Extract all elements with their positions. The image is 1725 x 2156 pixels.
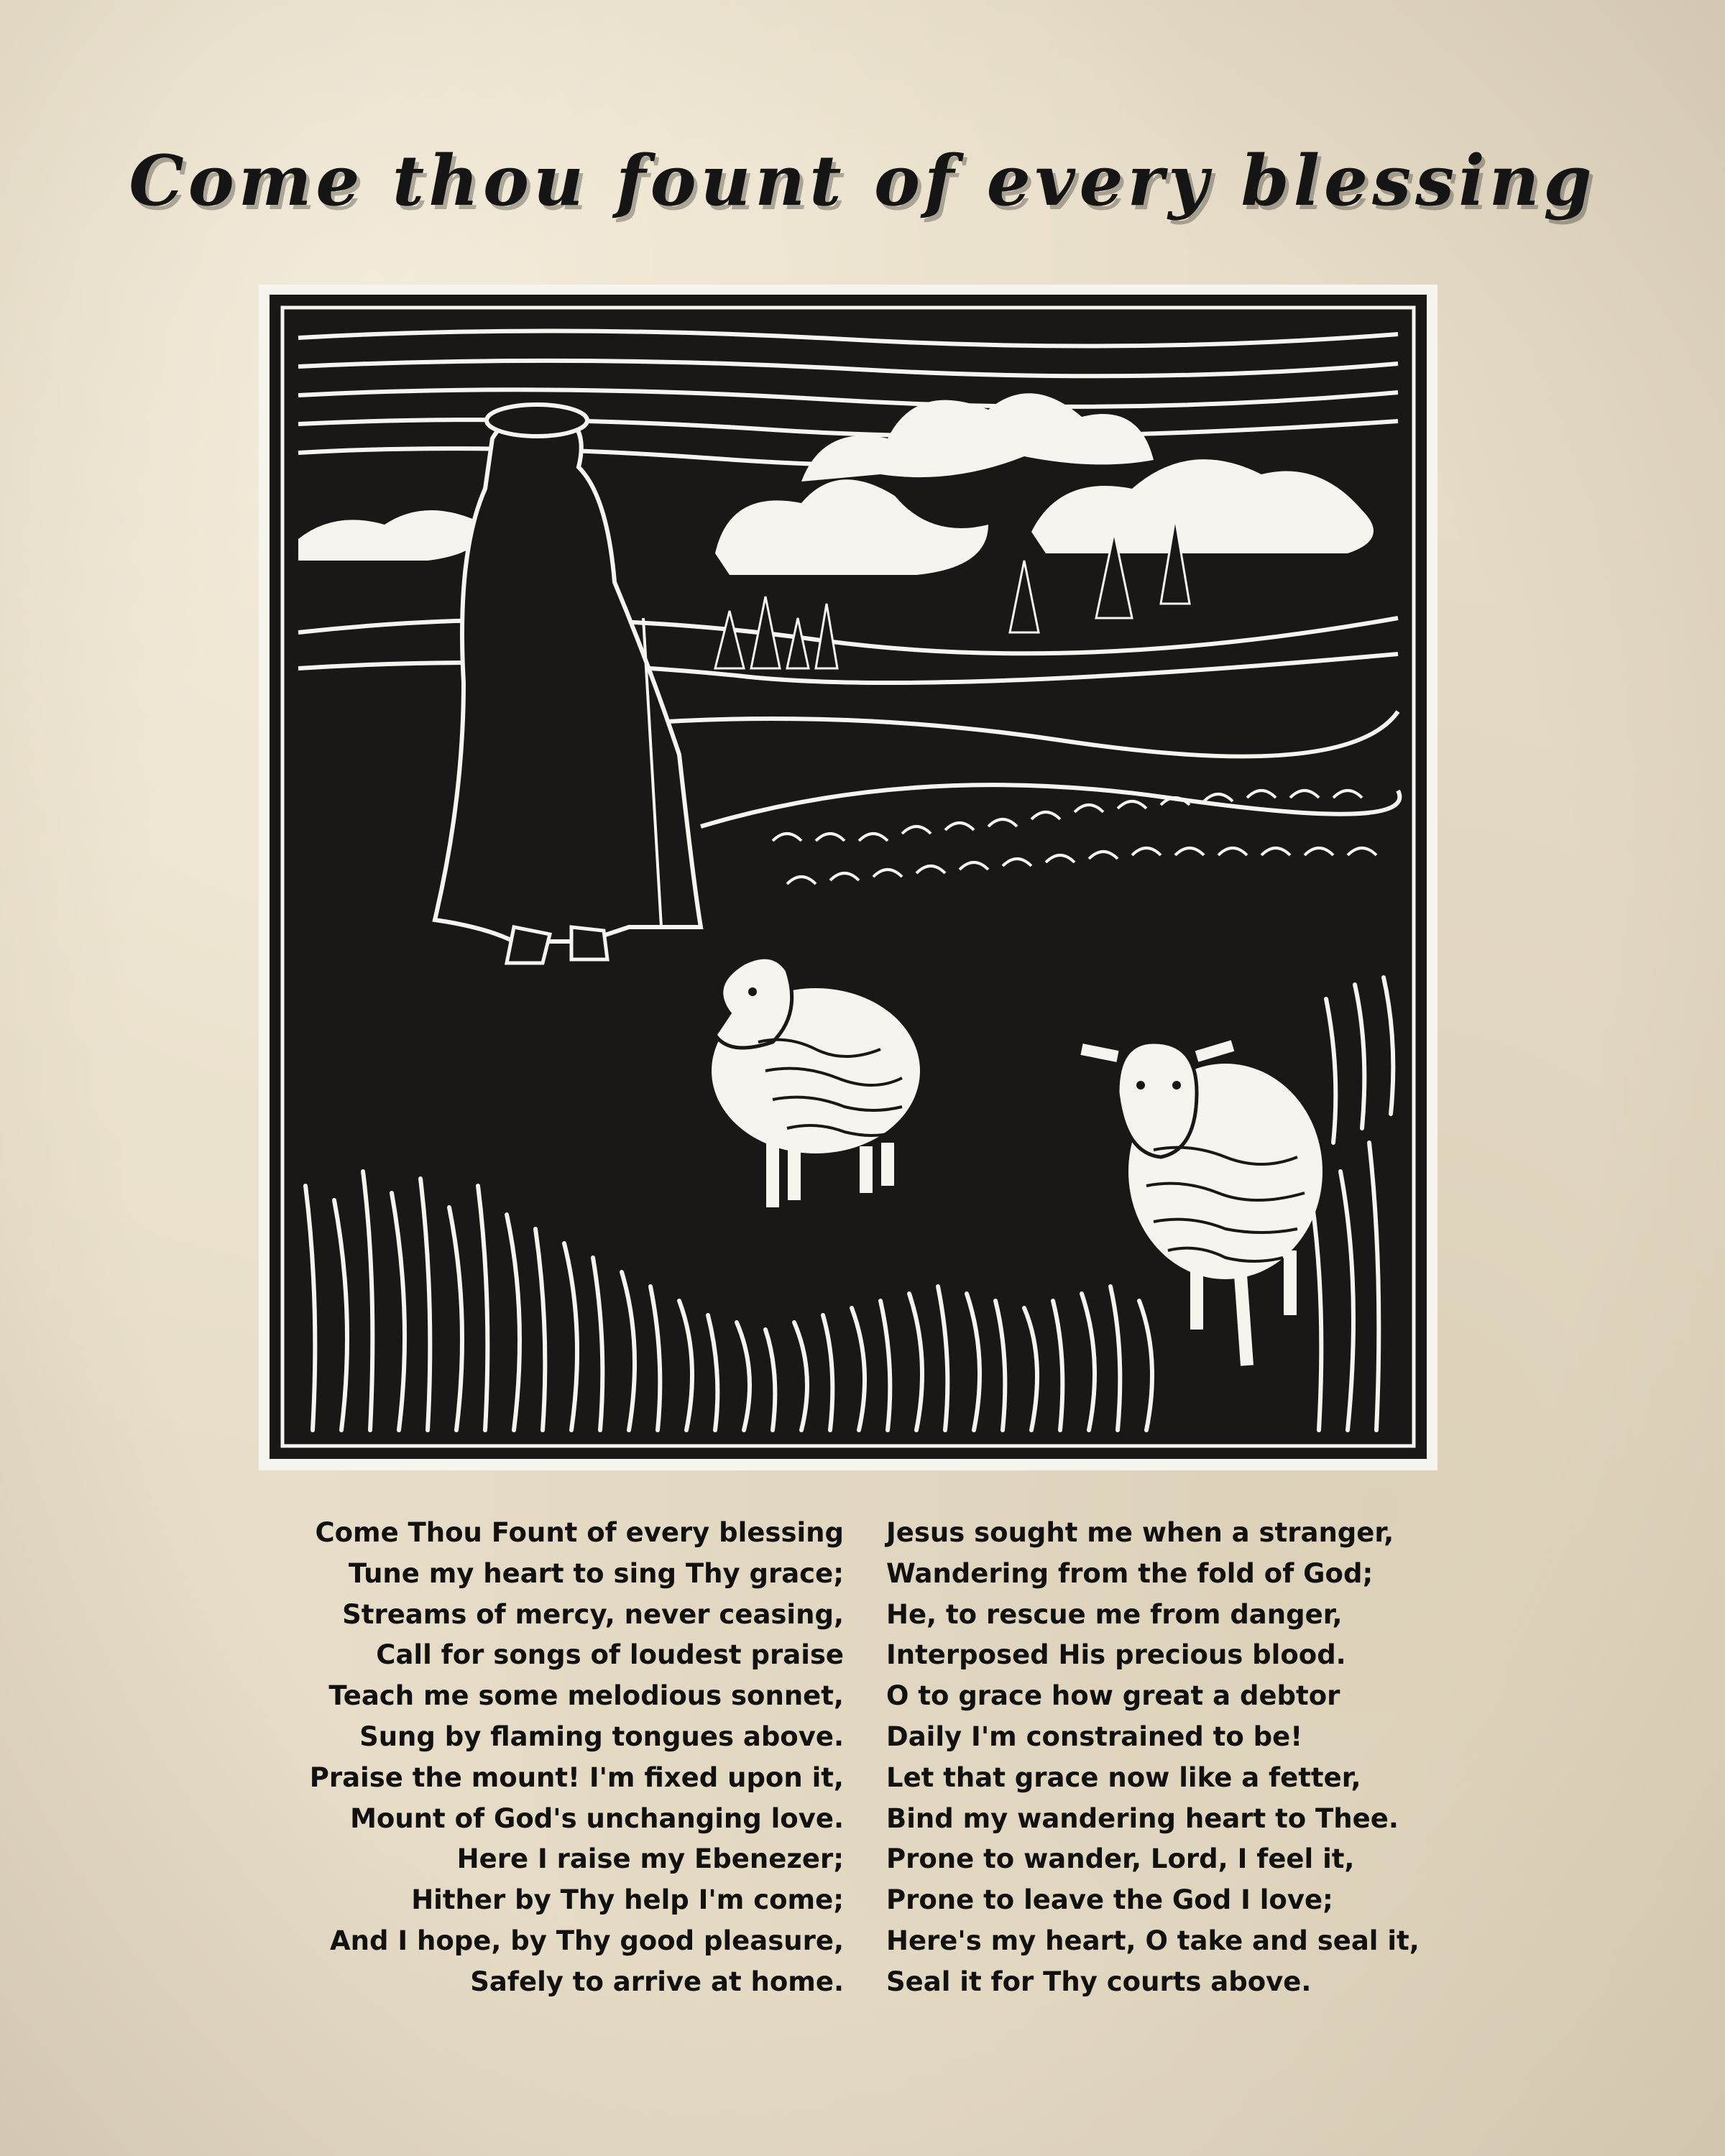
lyric-line: Bind my wandering heart to Thee. xyxy=(886,1802,1399,1834)
lyric-line: Prone to leave the God I love; xyxy=(886,1884,1333,1916)
lyric-line: Hither by Thy help I'm come; xyxy=(411,1884,844,1916)
verse-right xyxy=(886,1513,1420,2003)
lyric-line: Let that grace now like a fetter, xyxy=(886,1761,1361,1793)
lyric-line: And I hope, by Thy good pleasure, xyxy=(329,1925,844,1956)
lyric-line: Mount of God's unchanging love. xyxy=(350,1802,844,1834)
lyric-line: Teach me some melodious sonnet, xyxy=(328,1680,844,1712)
lyric-line: Jesus sought me when a stranger, xyxy=(886,1517,1394,1548)
lyrics xyxy=(0,1513,1725,2016)
lyric-line: Praise the mount! I'm fixed upon it, xyxy=(309,1761,844,1793)
lyric-line: Daily I'm constrained to be! xyxy=(886,1720,1303,1752)
lyric-line: O to grace how great a debtor xyxy=(886,1680,1340,1712)
verse-left xyxy=(310,1513,844,2003)
lyric-line: Seal it for Thy courts above. xyxy=(886,1966,1312,1997)
lyric-line: Call for songs of loudest praise xyxy=(376,1639,844,1671)
lyric-line: Here's my heart, O take and seal it, xyxy=(886,1925,1420,1956)
lyric-line: Interposed His precious blood. xyxy=(886,1639,1346,1671)
shepherd-illustration xyxy=(270,295,1427,1459)
lyric-line: Sung by flaming tongues above. xyxy=(359,1720,844,1752)
lyric-line: He, to rescue me from danger, xyxy=(886,1598,1343,1630)
lyric-line: Wandering from the fold of God; xyxy=(886,1557,1374,1589)
lyric-line: Tune my heart to sing Thy grace; xyxy=(348,1557,844,1589)
poster-title: Come thou fount of every blessing xyxy=(129,140,1596,221)
lyric-line: Come Thou Fount of every blessing xyxy=(315,1517,844,1548)
lyric-line: Streams of mercy, never ceasing, xyxy=(342,1598,844,1630)
lyric-line: Here I raise my Ebenezer; xyxy=(456,1843,844,1875)
lyric-line: Prone to wander, Lord, I feel it, xyxy=(886,1843,1355,1875)
lyric-line: Safely to arrive at home. xyxy=(470,1966,844,1997)
shepherd-hat xyxy=(487,405,587,436)
